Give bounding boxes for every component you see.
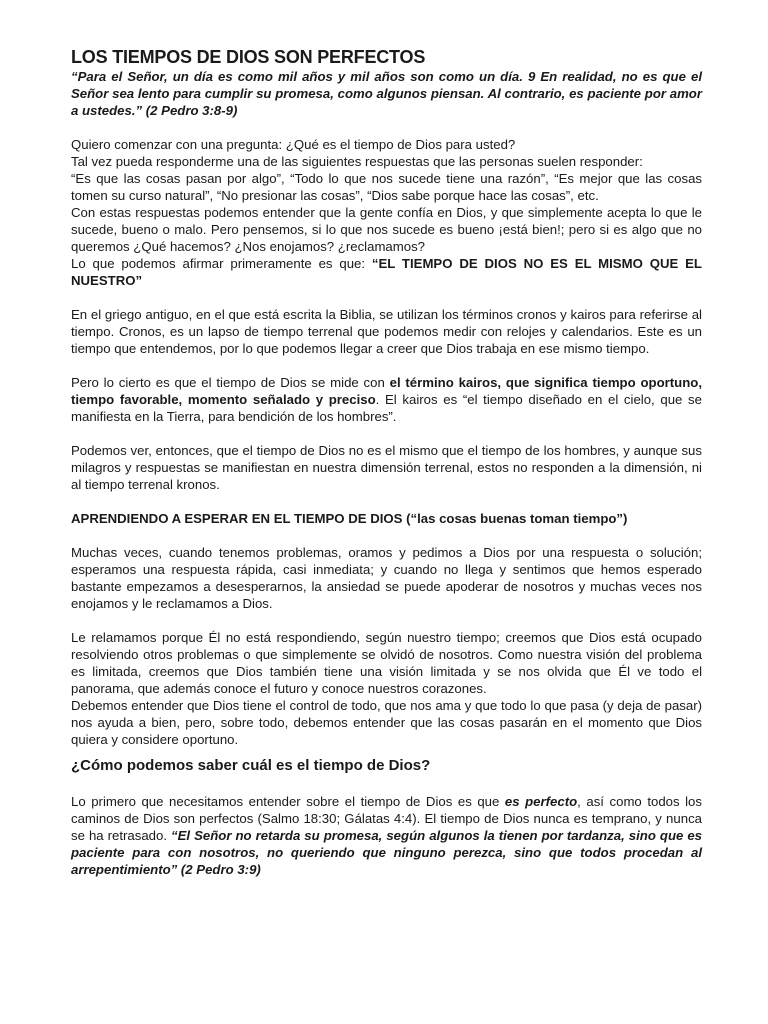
- document-title: LOS TIEMPOS DE DIOS SON PERFECTOS: [71, 47, 426, 67]
- paragraph-kairos: [71, 374, 702, 425]
- opening-quote: “Para el Señor, un día es como mil años y mil años son como un día. 9 En realidad, no es que el Señor sea lento para cumplir su promesa, como algunos piensan. Al contrario, es paciente por amor a ustedes.” (2 Pedro 3:8-9): [71, 69, 702, 118]
- paragraph-answers: “Es que las cosas pasan por algo”, “Todo lo que nos sucede tiene una razón”, “Es mejor que las cosas tomen su curso natural”, “No presionar las cosas”, “Dios sabe porque hace las cosas”, etc.: [71, 171, 702, 203]
- affirmation-bold: “EL TIEMPO DE DIOS NO ES EL MISMO QUE EL NUESTRO”: [71, 256, 702, 288]
- section-heading-como-saber: ¿Cómo podemos saber cuál es el tiempo de Dios?: [71, 757, 431, 774]
- paragraph-question: Quiero comenzar con una pregunta: ¿Qué es el tiempo de Dios para usted?: [71, 137, 516, 152]
- paragraph-reclamo: Le relamamos porque Él no está respondiendo, según nuestro tiempo; creemos que Dios está ocupado resolviendo otros problemas o que simplemente se olvidó de nosotros. Como nuestra visión del problema es limitada, creemos que Dios también tiene una visión limitada y se nos olvida que Él ve todo el panorama, que además conoce el futuro y conoce nuestros corazones.: [71, 630, 702, 696]
- perfecto-quote: “El Señor no retarda su promesa, según algunos la tienen por tardanza, sino que es paciente para con nosotros, no queriendo que ninguno perezca, sino que todos procedan al arrepentimiento” (2 Pedro 3:9): [71, 828, 703, 877]
- perfecto-emphasis: es perfecto: [504, 794, 578, 809]
- paragraph-control: Debemos entender que Dios tiene el control de todo, que nos ama y que todo lo que pasa (y deja de pasar) nos ayuda a bien, pero, sobre todo, debemos entender que las cosas pasarán en el momento que Dios quiera y considere oportuno.: [71, 698, 702, 747]
- paragraph-intro-answers: Tal vez pueda responderme una de las siguientes respuestas que las personas suelen responder:: [71, 154, 643, 169]
- paragraph-cronos-kairos: En el griego antiguo, en el que está escrita la Biblia, se utilizan los términos cronos y kairos para referirse al tiempo. Cronos, es un lapso de tiempo terrenal que podemos medir con relojes y calendarios. Este es un tiempo que entendemos, por lo que podemos llegar a creer que Dios trabaja en ese mismo tiempo.: [71, 307, 702, 356]
- paragraph-perfecto: [71, 793, 702, 878]
- kairos-text-end: . El kairos es “el tiempo diseñado en el cielo, que se manifiesta en la Tierra, para bendición de los hombres”.: [71, 392, 702, 424]
- kairos-bold: el término kairos, que significa tiempo oportuno, tiempo favorable, momento señalado y preciso: [71, 375, 702, 407]
- perfecto-text-start: Lo primero que necesitamos entender sobre el tiempo de Dios es que: [71, 794, 505, 809]
- section-heading-esperar: APRENDIENDO A ESPERAR EN EL TIEMPO DE DIOS (“las cosas buenas toman tiempo”): [71, 511, 628, 526]
- kairos-text-start: Pero lo cierto es que el tiempo de Dios se mide con: [71, 375, 390, 390]
- paragraph-trust: Con estas respuestas podemos entender que la gente confía en Dios, y que simplemente acepta lo que le sucede, bueno o malo. Pero pensemos, si lo que nos sucede es bueno ¡está bien!; pero si es algo que no queremos ¿Qué hacemos? ¿Nos enojamos? ¿reclamamos?: [71, 205, 702, 254]
- affirmation-text: Lo que podemos afirmar primeramente es que:: [71, 256, 372, 271]
- paragraph-affirmation: [71, 255, 702, 289]
- paragraph-dimension: Podemos ver, entonces, que el tiempo de Dios no es el mismo que el tiempo de los hombres, y aunque sus milagros y respuestas se manifiestan en nuestra dimensión terrenal, estos no responden a la dimensión, ni al tiempo terrenal kronos.: [71, 443, 702, 492]
- perfecto-text-mid: , así como todos los caminos de Dios son perfectos (Salmo 18:30; Gálatas 4:4). El tiempo de Dios nunca es temprano, y nunca se ha retrasado.: [71, 794, 702, 843]
- paragraph-problems: Muchas veces, cuando tenemos problemas, oramos y pedimos a Dios por una respuesta o solución; esperamos una respuesta rápida, casi inmediata; y cuando no llega y sentimos que hemos esperado bastante empezamos a desesperarnos, la ansiedad se puede apoderar de nosotros y muchas veces nos enojamos y le reclamamos a Dios.: [71, 545, 702, 611]
